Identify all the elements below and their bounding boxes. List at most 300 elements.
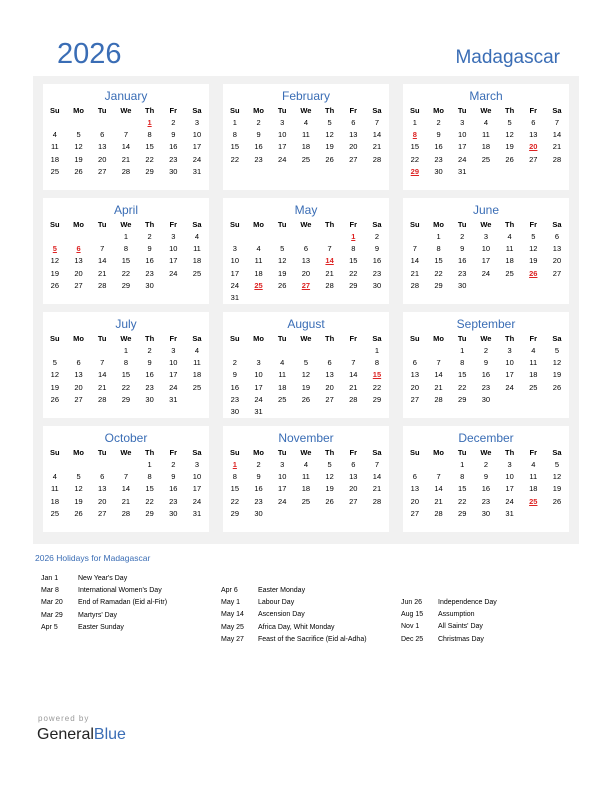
day-cell: 21 [325, 268, 334, 278]
holiday-date: Jan 1 [41, 575, 59, 582]
holiday-date: Apr 6 [221, 587, 238, 594]
weekday-header: Sa [552, 448, 562, 457]
day-cell: 30 [145, 280, 154, 290]
empty-cell [90, 117, 114, 129]
day-cell: 25 [192, 382, 202, 392]
day-cell: 4 [280, 358, 285, 368]
day-cell: 31 [192, 508, 202, 518]
day-cell: 6 [351, 460, 356, 469]
weekday-header: Th [325, 334, 335, 343]
month-october [43, 426, 209, 532]
day-cell: 8 [147, 472, 152, 482]
day-cell: 14 [434, 484, 443, 494]
day-cell: 14 [372, 130, 382, 140]
day-cell: 14 [552, 130, 562, 140]
day-cell: 3 [232, 244, 237, 254]
day-cell: 17 [481, 256, 491, 266]
empty-cell [90, 459, 114, 471]
holiday-name: Independence Day [438, 599, 497, 606]
empty-cell [67, 231, 91, 243]
holiday-day: 20 [529, 142, 538, 152]
day-cell: 17 [169, 256, 178, 266]
weekday-header: We [300, 220, 312, 229]
weekday-header: Su [410, 334, 420, 343]
day-cell: 17 [505, 370, 514, 380]
weekday-header: Sa [372, 106, 382, 115]
day-cell: 2 [147, 232, 152, 241]
day-cell: 3 [194, 460, 200, 469]
empty-cell [43, 231, 67, 243]
weekday-header: Su [230, 220, 240, 229]
day-cell: 19 [278, 268, 287, 278]
day-cell: 12 [74, 142, 83, 152]
day-cell: 18 [301, 484, 311, 494]
day-cell: 27 [98, 508, 107, 518]
day-cell: 30 [481, 394, 491, 404]
day-cell: 18 [50, 496, 60, 506]
day-cell: 23 [458, 268, 467, 278]
day-cell: 3 [507, 460, 512, 469]
day-cell: 26 [50, 394, 60, 404]
country-title: Madagascar [455, 47, 560, 68]
day-cell: 3 [507, 346, 512, 355]
weekday-header: Th [505, 334, 515, 343]
day-cell: 15 [458, 484, 467, 494]
holiday-date: Apr 5 [41, 623, 58, 631]
day-cell: 27 [410, 394, 420, 404]
day-cell: 9 [147, 358, 152, 368]
month-january [43, 84, 209, 190]
day-cell: 13 [529, 130, 538, 140]
day-cell: 15 [410, 142, 420, 152]
day-cell: 20 [74, 268, 83, 278]
day-cell: 18 [192, 256, 202, 266]
day-cell: 4 [303, 118, 308, 127]
day-cell: 12 [552, 472, 562, 482]
day-cell: 27 [74, 280, 83, 290]
day-cell: 13 [349, 130, 358, 140]
day-cell: 5 [280, 244, 285, 254]
holiday-name: Easter Monday [258, 587, 306, 594]
holiday-name: All Saints' Day [438, 623, 483, 631]
day-cell: 23 [230, 394, 240, 404]
day-cell: 10 [278, 130, 287, 140]
day-cell: 9 [374, 244, 380, 254]
month-february [223, 84, 389, 190]
day-cell: 3 [483, 232, 488, 241]
day-cell: 9 [483, 472, 488, 482]
month-name: May [294, 203, 318, 217]
day-cell: 23 [145, 382, 154, 392]
day-cell: 3 [171, 346, 176, 355]
weekday-header: Th [145, 106, 155, 115]
day-cell: 20 [552, 256, 562, 266]
empty-cell [223, 345, 247, 357]
empty-cell [43, 459, 67, 471]
day-cell: 7 [123, 130, 128, 140]
day-cell: 21 [372, 142, 382, 152]
weekday-header: Tu [97, 220, 107, 229]
weekday-header: Su [50, 220, 60, 229]
holiday-day: 15 [372, 370, 382, 380]
day-cell: 25 [192, 268, 202, 278]
day-cell: 7 [123, 472, 128, 482]
day-cell: 26 [552, 496, 562, 506]
day-cell: 11 [529, 472, 538, 482]
day-cell: 1 [123, 346, 128, 355]
day-cell: 9 [436, 130, 441, 140]
day-cell: 4 [531, 346, 536, 355]
day-cell: 5 [507, 118, 512, 127]
day-cell: 8 [460, 358, 465, 368]
brand-blue: Blue [93, 726, 126, 743]
day-cell: 10 [192, 472, 202, 482]
day-cell: 21 [121, 496, 131, 506]
month-may [223, 198, 389, 304]
day-cell: 25 [278, 394, 287, 404]
holiday-date: May 27 [221, 635, 244, 643]
holiday-name: Assumption [438, 611, 475, 619]
day-cell: 31 [505, 508, 514, 518]
day-cell: 16 [145, 370, 154, 380]
day-cell: 5 [76, 130, 81, 140]
day-cell: 17 [192, 484, 202, 494]
day-cell: 27 [529, 154, 538, 164]
holiday-row [41, 585, 167, 597]
day-cell: 6 [412, 472, 417, 482]
day-cell: 20 [410, 382, 420, 392]
empty-cell [223, 231, 247, 243]
day-cell: 28 [98, 280, 107, 290]
day-cell: 15 [121, 370, 131, 380]
holiday-row [41, 622, 167, 634]
day-cell: 20 [410, 496, 420, 506]
holiday-date: May 1 [221, 599, 241, 607]
day-cell: 10 [254, 370, 263, 380]
day-cell: 16 [169, 484, 178, 494]
day-cell: 17 [278, 484, 287, 494]
holiday-name: Easter Sunday [78, 623, 124, 631]
holidays-title: 2026 Holidays for Madagascar [35, 553, 151, 563]
day-cell: 12 [74, 484, 83, 494]
empty-cell [427, 459, 451, 471]
day-cell: 22 [230, 496, 240, 506]
day-cell: 25 [301, 496, 311, 506]
weekday-header: We [480, 220, 492, 229]
weekday-header: We [120, 220, 132, 229]
day-cell: 12 [529, 244, 538, 254]
day-cell: 10 [169, 244, 178, 254]
day-cell: 26 [552, 382, 562, 392]
day-cell: 23 [481, 496, 491, 506]
day-cell: 28 [98, 394, 107, 404]
day-cell: 22 [410, 154, 420, 164]
day-cell: 7 [374, 118, 380, 127]
day-cell: 10 [230, 256, 240, 266]
empty-cell [67, 117, 91, 129]
weekday-header: Su [410, 448, 420, 457]
day-cell: 7 [412, 244, 417, 254]
day-cell: 17 [458, 142, 467, 152]
day-cell: 5 [327, 118, 332, 127]
day-cell: 18 [505, 256, 514, 266]
day-cell: 29 [458, 508, 467, 518]
day-cell: 16 [230, 382, 240, 392]
day-cell: 5 [303, 358, 308, 368]
month-november [223, 426, 389, 532]
day-cell: 13 [301, 256, 311, 266]
day-cell: 7 [351, 358, 356, 368]
weekday-header: Th [145, 334, 155, 343]
day-cell: 8 [232, 130, 237, 140]
day-cell: 3 [171, 232, 176, 241]
day-cell: 2 [256, 460, 261, 469]
month-name: February [281, 89, 331, 103]
weekday-header: Sa [192, 448, 202, 457]
day-cell: 19 [325, 142, 334, 152]
weekday-header: Fr [529, 448, 538, 457]
day-cell: 30 [481, 508, 491, 518]
holiday-date: Aug 15 [401, 611, 424, 619]
holiday-date: May 14 [221, 611, 244, 619]
day-cell: 25 [505, 268, 514, 278]
weekday-header: We [120, 334, 132, 343]
day-cell: 6 [327, 358, 332, 368]
day-cell: 19 [74, 154, 83, 164]
day-cell: 24 [192, 496, 202, 506]
day-cell: 4 [507, 232, 512, 241]
day-cell: 16 [145, 256, 154, 266]
month-name: April [113, 203, 138, 217]
day-cell: 7 [100, 244, 105, 254]
day-cell: 21 [552, 142, 562, 152]
day-cell: 10 [192, 130, 202, 140]
holiday-day: 14 [325, 256, 334, 266]
weekday-header: Mo [253, 106, 264, 115]
day-cell: 10 [481, 244, 491, 254]
day-cell: 24 [505, 496, 514, 506]
day-cell: 2 [232, 358, 237, 368]
day-cell: 29 [145, 166, 154, 176]
day-cell: 30 [169, 508, 178, 518]
day-cell: 28 [121, 166, 131, 176]
day-cell: 11 [278, 370, 287, 380]
weekday-header: Fr [349, 106, 358, 115]
holiday-date: Dec 25 [401, 635, 424, 643]
day-cell: 3 [280, 118, 285, 127]
day-cell: 6 [100, 130, 105, 140]
day-cell: 17 [505, 484, 514, 494]
day-cell: 23 [169, 496, 178, 506]
weekday-header: Su [230, 106, 240, 115]
day-cell: 15 [145, 484, 154, 494]
day-cell: 16 [481, 484, 491, 494]
holiday-date: Mar 8 [41, 587, 59, 595]
empty-cell [43, 345, 67, 357]
empty-cell [318, 345, 342, 357]
day-cell: 11 [302, 472, 310, 482]
day-cell: 11 [50, 142, 59, 152]
day-cell: 21 [372, 484, 382, 494]
weekday-header: We [300, 334, 312, 343]
weekday-header: Tu [277, 448, 287, 457]
brand-logo[interactable] [37, 726, 126, 744]
weekday-header: Mo [433, 220, 444, 229]
day-cell: 22 [121, 268, 131, 278]
holiday-name: Labour Day [258, 599, 295, 607]
day-cell: 6 [531, 118, 536, 127]
month-name: June [472, 203, 500, 217]
weekday-header: Su [230, 334, 240, 343]
day-cell: 28 [410, 280, 420, 290]
day-cell: 21 [121, 154, 131, 164]
day-cell: 12 [505, 130, 514, 140]
day-cell: 1 [123, 232, 128, 241]
weekday-header: Fr [529, 106, 538, 115]
day-cell: 5 [531, 232, 536, 241]
day-cell: 6 [412, 358, 417, 368]
day-cell: 13 [74, 256, 83, 266]
weekday-header: Fr [349, 334, 358, 343]
weekday-header: Th [145, 220, 155, 229]
day-cell: 21 [434, 496, 443, 506]
day-cell: 26 [301, 394, 311, 404]
day-cell: 23 [254, 154, 263, 164]
weekday-header: Fr [169, 220, 178, 229]
day-cell: 15 [230, 142, 240, 152]
day-cell: 10 [169, 358, 178, 368]
weekday-header: Mo [433, 448, 444, 457]
day-cell: 15 [434, 256, 443, 266]
day-cell: 10 [458, 130, 467, 140]
day-cell: 23 [372, 268, 382, 278]
holiday-row [401, 597, 497, 609]
day-cell: 22 [458, 382, 467, 392]
day-cell: 4 [194, 346, 200, 355]
day-cell: 6 [76, 358, 81, 368]
weekday-header: Th [325, 220, 335, 229]
day-cell: 30 [169, 166, 178, 176]
day-cell: 10 [278, 472, 287, 482]
weekday-header: Su [50, 334, 60, 343]
weekday-header: Fr [349, 220, 358, 229]
holiday-row [401, 634, 497, 646]
weekday-header: Fr [169, 106, 178, 115]
day-cell: 26 [74, 166, 83, 176]
day-cell: 12 [278, 256, 287, 266]
month-august [223, 312, 389, 418]
day-cell: 21 [98, 382, 107, 392]
day-cell: 19 [50, 268, 60, 278]
day-cell: 31 [192, 166, 202, 176]
month-name: March [469, 89, 503, 103]
day-cell: 9 [232, 370, 237, 380]
day-cell: 11 [193, 244, 201, 254]
day-cell: 16 [254, 484, 263, 494]
day-cell: 6 [554, 232, 560, 241]
day-cell: 8 [374, 358, 380, 368]
day-cell: 29 [458, 394, 467, 404]
day-cell: 26 [505, 154, 514, 164]
day-cell: 20 [349, 484, 358, 494]
weekday-header: We [480, 448, 492, 457]
day-cell: 20 [325, 382, 334, 392]
day-cell: 7 [436, 472, 441, 482]
weekday-header: Tu [277, 106, 287, 115]
month-name: December [458, 431, 514, 445]
day-cell: 2 [460, 232, 465, 241]
day-cell: 8 [147, 130, 152, 140]
month-june [403, 198, 569, 304]
day-cell: 4 [256, 244, 261, 254]
day-cell: 24 [169, 382, 178, 392]
day-cell: 16 [372, 256, 382, 266]
day-cell: 5 [52, 358, 57, 368]
day-cell: 10 [505, 358, 514, 368]
weekday-header: Su [410, 106, 420, 115]
day-cell: 11 [254, 256, 263, 266]
brand-general: General [37, 726, 94, 743]
day-cell: 29 [349, 280, 358, 290]
day-cell: 5 [554, 460, 560, 469]
empty-cell [294, 345, 318, 357]
day-cell: 6 [351, 118, 356, 127]
day-cell: 18 [301, 142, 311, 152]
day-cell: 29 [230, 508, 240, 518]
day-cell: 14 [121, 142, 131, 152]
weekday-header: We [120, 106, 132, 115]
day-cell: 24 [278, 496, 287, 506]
month-name: September [456, 317, 516, 331]
day-cell: 15 [145, 142, 154, 152]
day-cell: 30 [458, 280, 467, 290]
day-cell: 31 [230, 292, 240, 302]
day-cell: 7 [436, 358, 441, 368]
day-cell: 20 [349, 142, 358, 152]
weekday-header: Tu [277, 220, 287, 229]
powered-by-text: powered by [38, 714, 90, 723]
day-cell: 31 [254, 406, 263, 416]
day-cell: 18 [50, 154, 60, 164]
weekday-header: Sa [372, 448, 382, 457]
holiday-date: Jun 26 [401, 599, 423, 606]
day-cell: 29 [372, 394, 382, 404]
holiday-date: May 25 [221, 623, 244, 631]
day-cell: 15 [349, 256, 358, 266]
holiday-name: End of Ramadan (Eid al-Fitr) [78, 599, 168, 607]
holiday-day: 29 [410, 166, 420, 176]
day-cell: 2 [436, 118, 441, 127]
day-cell: 27 [74, 394, 83, 404]
day-cell: 4 [483, 118, 488, 127]
year-title: 2026 [57, 38, 122, 70]
day-cell: 17 [278, 142, 287, 152]
day-cell: 27 [349, 496, 358, 506]
day-cell: 10 [505, 472, 514, 482]
day-cell: 27 [325, 394, 334, 404]
day-cell: 7 [374, 460, 380, 469]
day-cell: 8 [123, 244, 128, 254]
holiday-column-3 [401, 597, 497, 646]
weekday-header: Sa [372, 334, 382, 343]
day-cell: 13 [410, 484, 420, 494]
day-cell: 24 [254, 394, 263, 404]
day-cell: 25 [301, 154, 311, 164]
day-cell: 28 [121, 508, 131, 518]
day-cell: 20 [301, 268, 311, 278]
day-cell: 29 [434, 280, 443, 290]
weekday-header: Sa [552, 334, 562, 343]
